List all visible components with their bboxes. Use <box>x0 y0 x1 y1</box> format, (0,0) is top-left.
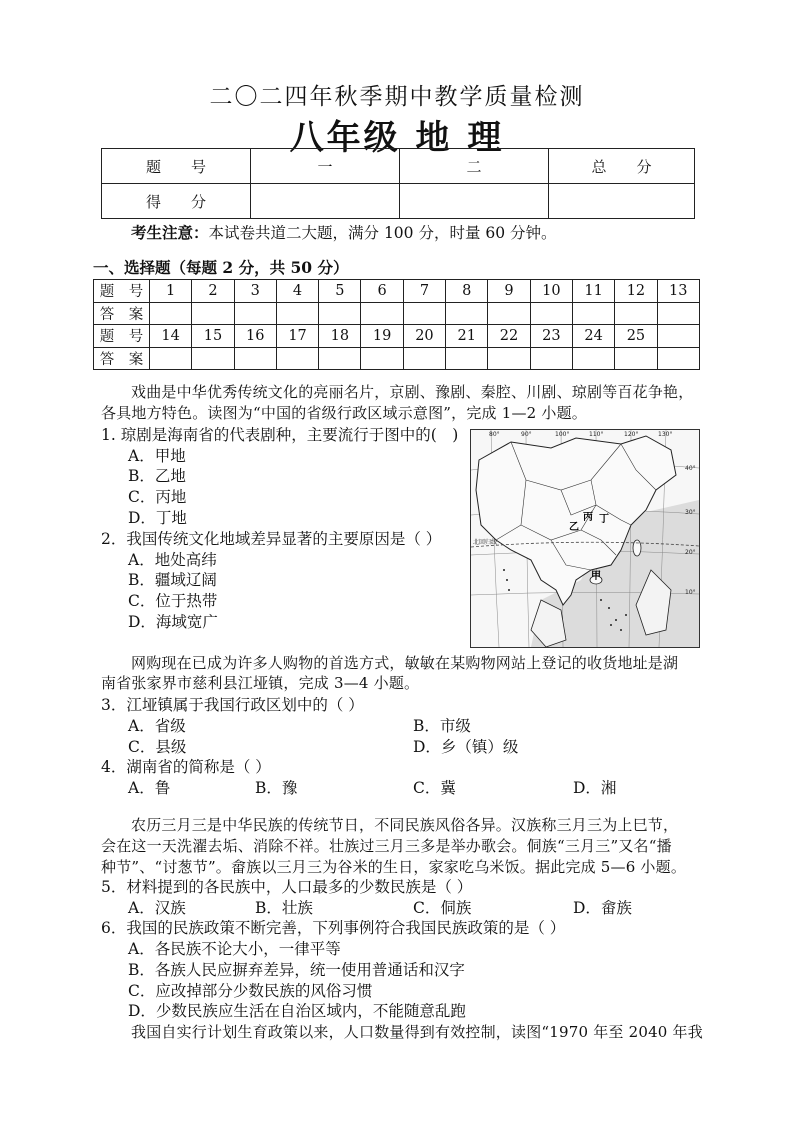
grid-number: 13 <box>657 280 699 303</box>
grid-number <box>657 325 699 348</box>
grid-number: 23 <box>530 325 572 348</box>
grid-number: 19 <box>361 325 403 348</box>
grid-number: 21 <box>446 325 488 348</box>
grid-number: 7 <box>403 280 445 303</box>
answer-grid-number-row <box>94 325 700 348</box>
place-label-ding: 丁 <box>599 514 609 525</box>
tropic-label: 北回归线 <box>473 539 498 546</box>
score-header-part1: 一 <box>251 149 400 184</box>
grid-number: 8 <box>446 280 488 303</box>
lon-label: 100° <box>555 431 570 438</box>
subject-title: 八年级 地 理 <box>289 118 505 158</box>
answer-cell[interactable] <box>488 347 530 370</box>
score-header-part2: 二 <box>400 149 549 184</box>
q3-option-a[interactable]: A．省级 <box>128 717 186 735</box>
q1-option-c[interactable]: C．丙地 <box>128 488 187 506</box>
q1-stem: 1. 琼剧是海南省的代表剧种，主要流行于图中的( ) <box>101 426 459 444</box>
lon-label: 110° <box>589 431 604 438</box>
q2-option-b[interactable]: B．疆域辽阔 <box>128 571 217 589</box>
grid-number: 25 <box>615 325 657 348</box>
q2-option-c[interactable]: C．位于热带 <box>128 592 218 610</box>
passage1-line2: 各具地方特色。读图为“中国的省级行政区域示意图”，完成 1—2 小题。 <box>101 404 587 422</box>
lon-label: 90° <box>521 431 532 438</box>
q6-stem: 6．我国的民族政策不断完善，下列事例符合我国民族政策的是（ ） <box>101 919 566 937</box>
china-province-map <box>470 429 700 648</box>
answer-cell[interactable] <box>319 302 361 325</box>
notice <box>131 222 557 244</box>
grid-number: 6 <box>361 280 403 303</box>
score-row-label: 得 分 <box>102 184 251 219</box>
place-label-jia: 甲 <box>591 571 601 582</box>
taiwan-island <box>633 540 641 556</box>
answer-cell[interactable] <box>234 302 276 325</box>
answer-cell[interactable] <box>530 302 572 325</box>
answer-cell[interactable] <box>319 347 361 370</box>
q6-option-d[interactable]: D．少数民族应生活在自治区域内，不能随意乱跑 <box>128 1002 466 1020</box>
answer-cell[interactable] <box>361 347 403 370</box>
answer-cell[interactable] <box>150 302 192 325</box>
map-svg <box>471 430 699 647</box>
q5-option-b[interactable]: B．壮族 <box>255 899 313 917</box>
grid-number: 20 <box>403 325 445 348</box>
score-header-label: 题 号 <box>102 149 251 184</box>
answer-cell[interactable] <box>403 347 445 370</box>
section1-title: 一、选择题（每题 2 分，共 50 分） <box>93 258 349 277</box>
q6-option-c[interactable]: C．应改掉部分少数民族的风俗习惯 <box>128 982 373 1000</box>
q3-option-b[interactable]: B．市级 <box>413 717 471 735</box>
q1-option-b[interactable]: B．乙地 <box>128 467 186 485</box>
grid-number: 10 <box>530 280 572 303</box>
answer-grid-answer-row <box>94 347 700 370</box>
answer-cell[interactable] <box>572 347 614 370</box>
q4-option-b[interactable]: B．豫 <box>255 779 298 797</box>
answer-cell[interactable] <box>530 347 572 370</box>
notice-text: 本试卷共道二大题，满分 100 分，时量 60 分钟。 <box>208 224 557 242</box>
score-cell-part1[interactable] <box>251 184 400 219</box>
answer-cell[interactable] <box>234 347 276 370</box>
grid-label-question: 题 号 <box>94 325 150 348</box>
q3-stem: 3．江垭镇属于我国行政区划中的（ ） <box>101 696 364 714</box>
lat-label: 20° <box>685 549 696 556</box>
answer-cell[interactable] <box>572 302 614 325</box>
answer-cell[interactable] <box>488 302 530 325</box>
answer-cell[interactable] <box>361 302 403 325</box>
q1-option-a[interactable]: A．甲地 <box>128 447 186 465</box>
grid-number: 16 <box>234 325 276 348</box>
q4-option-d[interactable]: D．湘 <box>573 779 617 797</box>
passage3-line1: 农历三月三是中华民族的传统节日，不同民族风俗各异。汉族称三月三为上巳节， <box>131 816 679 834</box>
passage1-line1: 戏曲是中华优秀传统文化的亮丽名片，京剧、豫剧、秦腔、川剧、琼剧等百花争艳， <box>131 383 694 401</box>
q5-option-a[interactable]: A．汉族 <box>128 899 186 917</box>
score-table <box>101 148 695 219</box>
passage2-line2: 南省张家界市慈利县江垭镇，完成 3—4 小题。 <box>101 674 420 692</box>
grid-number: 9 <box>488 280 530 303</box>
passage3-line2: 会在这一天洗濯去垢、消除不祥。壮族过三月三多是举办歌会。侗族“三月三”又名“播 <box>101 837 672 855</box>
notice-label: 考生注意： <box>131 223 209 242</box>
answer-cell[interactable] <box>615 302 657 325</box>
passage4-line1: 我国自实行计划生育政策以来，人口数量得到有效控制，读图“1970 年至 2040 年我 <box>131 1023 703 1041</box>
q1-option-d[interactable]: D．丁地 <box>128 509 187 527</box>
lon-label: 80° <box>489 431 500 438</box>
score-cell-part2[interactable] <box>400 184 549 219</box>
q2-option-a[interactable]: A．地处高纬 <box>128 551 217 569</box>
q2-stem: 2．我国传统文化地域差异显著的主要原因是（ ） <box>101 530 442 548</box>
lat-label: 10° <box>685 589 696 596</box>
exam-title: 二〇二四年秋季期中教学质量检测 <box>209 84 585 110</box>
answer-cell[interactable] <box>276 302 318 325</box>
answer-cell[interactable] <box>192 347 234 370</box>
grid-label-answer: 答 案 <box>94 302 150 325</box>
passage3-line3: 种节”、“讨葱节”。畲族以三月三为谷米的生日，家家吃乌米饭。据此完成 5—6 小题。 <box>101 858 687 876</box>
score-cell-total[interactable] <box>549 184 695 219</box>
score-header-total: 总 分 <box>549 149 695 184</box>
answer-cell[interactable] <box>276 347 318 370</box>
answer-cell[interactable] <box>657 347 699 370</box>
place-label-yi: 乙 <box>569 522 579 533</box>
grid-number: 14 <box>150 325 192 348</box>
grid-number: 1 <box>150 280 192 303</box>
q5-stem: 5．材料提到的各民族中，人口最多的少数民族是（ ） <box>101 878 473 896</box>
grid-number: 17 <box>276 325 318 348</box>
answer-grid-answer-row <box>94 302 700 325</box>
q2-option-d[interactable]: D．海域宽广 <box>128 613 218 631</box>
answer-cell[interactable] <box>615 347 657 370</box>
answer-cell[interactable] <box>446 302 488 325</box>
grid-number: 5 <box>319 280 361 303</box>
lat-label: 30° <box>685 509 696 516</box>
q5-option-d[interactable]: D．畲族 <box>573 899 632 917</box>
answer-cell[interactable] <box>192 302 234 325</box>
grid-label-answer: 答 案 <box>94 347 150 370</box>
grid-number: 22 <box>488 325 530 348</box>
lat-label: 40° <box>685 465 696 472</box>
q5-option-c[interactable]: C．侗族 <box>413 899 472 917</box>
lon-label: 130° <box>658 431 673 438</box>
answer-grid-number-row <box>94 280 700 303</box>
grid-number: 3 <box>234 280 276 303</box>
answer-cell[interactable] <box>657 302 699 325</box>
q4-option-a[interactable]: A．鲁 <box>128 779 171 797</box>
grid-number: 12 <box>615 280 657 303</box>
grid-number: 4 <box>276 280 318 303</box>
answer-cell[interactable] <box>150 347 192 370</box>
answer-grid <box>93 279 700 370</box>
q4-option-c[interactable]: C．冀 <box>413 779 456 797</box>
grid-number: 15 <box>192 325 234 348</box>
q6-option-b[interactable]: B．各族人民应摒弃差异，统一使用普通话和汉字 <box>128 961 465 979</box>
grid-label-question: 题 号 <box>94 280 150 303</box>
q4-stem: 4．湖南省的简称是（ ） <box>101 758 271 776</box>
q3-option-d[interactable]: D．乡（镇）级 <box>413 738 519 756</box>
q6-option-a[interactable]: A．各民族不论大小，一律平等 <box>128 940 341 958</box>
grid-number: 2 <box>192 280 234 303</box>
grid-number: 18 <box>319 325 361 348</box>
grid-number: 24 <box>572 325 614 348</box>
grid-number: 11 <box>572 280 614 303</box>
answer-cell[interactable] <box>446 347 488 370</box>
passage2-line1: 网购现在已成为许多人购物的首选方式，敏敏在某购物网站上登记的收货地址是湖 <box>131 654 679 672</box>
lon-label: 120° <box>624 431 639 438</box>
answer-cell[interactable] <box>403 302 445 325</box>
q3-option-c[interactable]: C．县级 <box>128 738 187 756</box>
place-label-bing: 丙 <box>583 512 593 523</box>
